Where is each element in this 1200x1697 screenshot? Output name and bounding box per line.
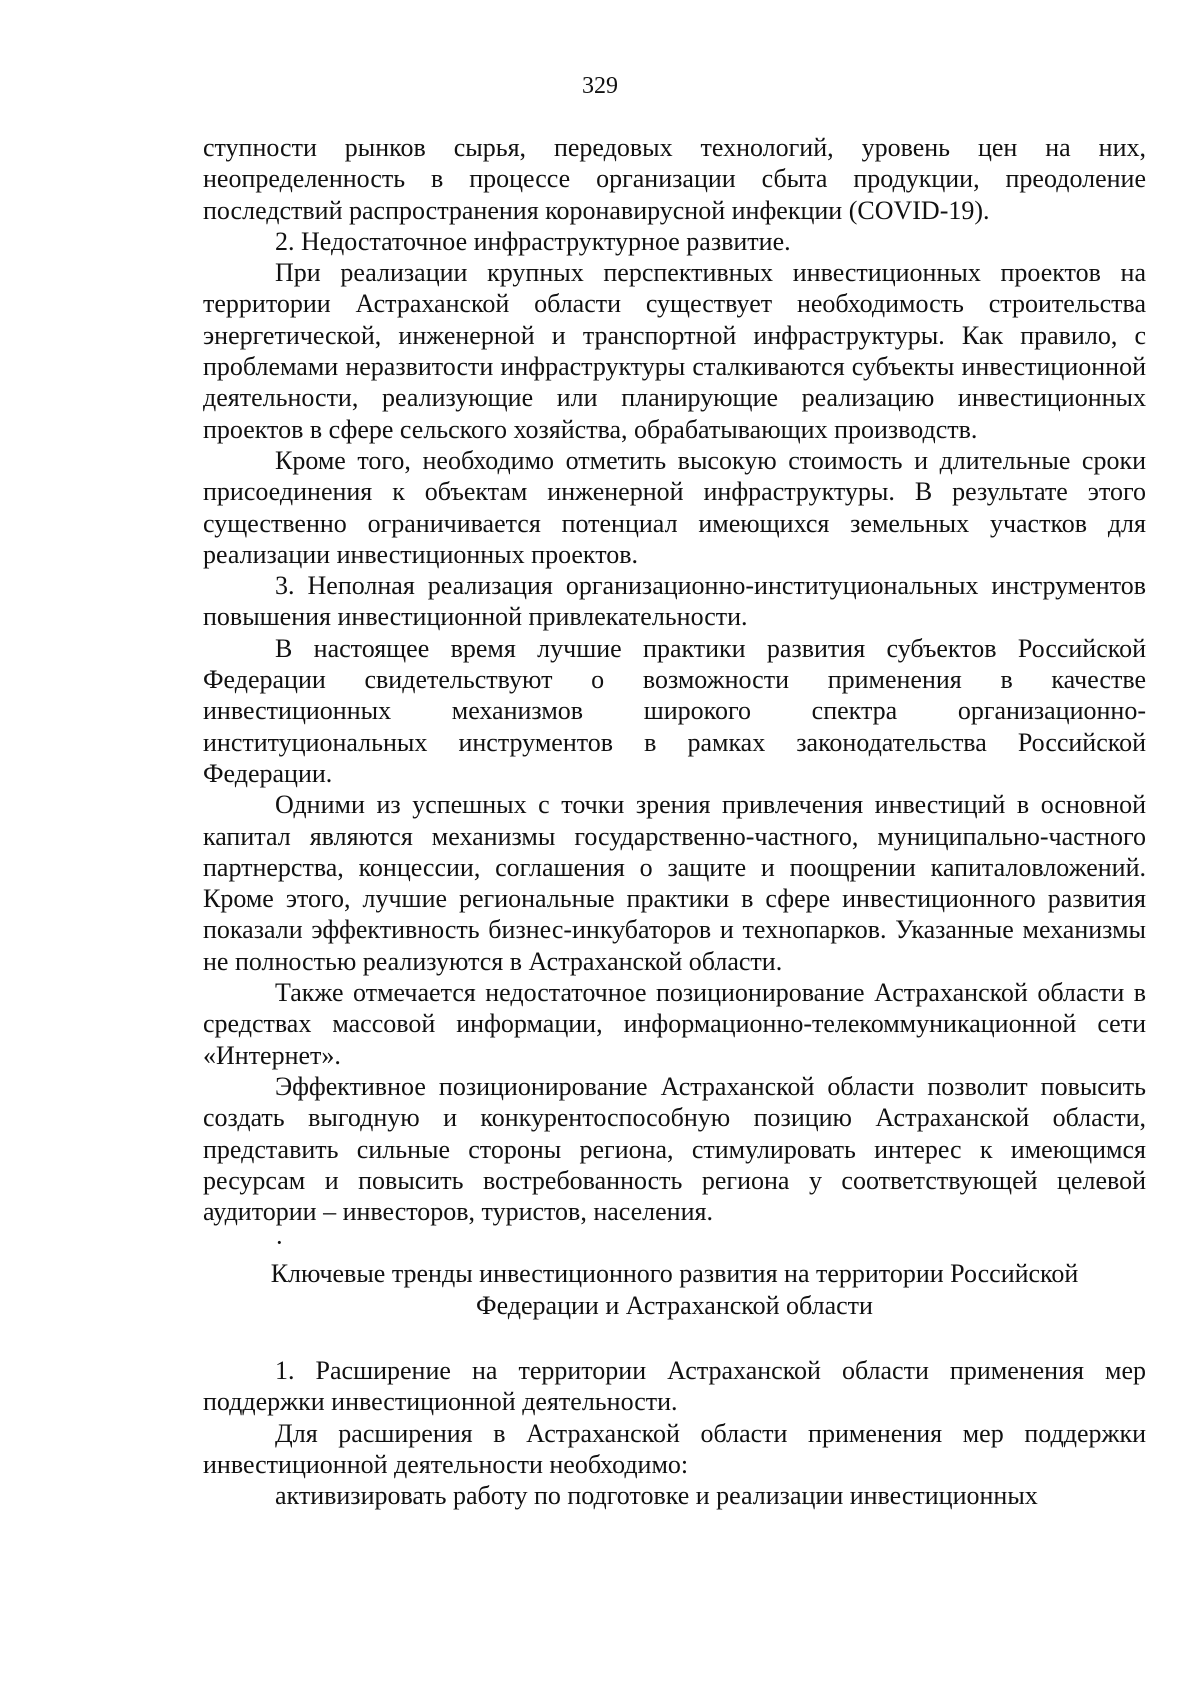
- page-number: 329: [582, 73, 618, 99]
- paragraph: Для расширения в Астраханской области применения мер поддержки инвестиционной деятельности необходимо:: [203, 1418, 1146, 1479]
- paragraph: Также отмечается недостаточное позиционирование Астраханской области в средствах массовой информации, информационно-телекоммуникационной сети «Интернет».: [203, 978, 1146, 1070]
- section-heading: Ключевые тренды инвестиционного развития на территории Российской Федерации и Астраханской области: [270, 1259, 1079, 1320]
- paragraph: При реализации крупных перспективных инвестиционных проектов на территории Астраханской области существует необходимость строительства энергетической, инженерной и транспортной инфраструктуры. Как правило, с проблемами неразвитости инфраструктуры сталкиваются субъекты инвестиционной деятельности, реализующие или планирующие реализацию инвестиционных проектов в сфере сельского хозяйства, обрабатывающих производств.: [203, 258, 1146, 444]
- stray-dot-mark: ·: [275, 1228, 284, 1258]
- paragraph: В настоящее время лучшие практики развития субъектов Российской Федерации свидетельствуют о возможности применения в качестве инвестиционных механизмов широкого спектра организационно-институциональных инструментов в рамках законодательства Российской Федерации.: [203, 633, 1146, 788]
- spacer: [203, 1321, 1146, 1355]
- paragraph: Одними из успешных с точки зрения привлечения инвестиций в основной капитал являются механизмы государственно-частного, муниципально-частного партнерства, концессии, соглашения о защите и поощрении капиталовложений. Кроме этого, лучшие региональные практики в сфере инвестиционного развития показали эффективность бизнес-инкубаторов и технопарков. Указанные механизмы не полностью реализуются в Астраханской области.: [203, 790, 1146, 976]
- paragraph: Кроме того, необходимо отметить высокую стоимость и длительные сроки присоединения к объектам инженерной инфраструктуры. В результате этого существенно ограничивается потенциал имеющихся земельных участков для реализации инвестиционных проектов.: [203, 445, 1146, 569]
- paragraph: Эффективное позиционирование Астраханской области позволит повысить создать выгодную и конкурентоспособную позицию Астраханской области, представить сильные стороны региона, стимулировать интерес к имеющимся ресурсам и повысить востребованность региона у соответствующей целевой аудитории – инвесторов, туристов, населения.: [203, 1071, 1146, 1227]
- document-body: [203, 132, 1146, 1511]
- paragraph: 3. Неполная реализация организационно-институциональных инструментов повышения инвестиционной привлекательности.: [203, 571, 1146, 632]
- paragraph: 1. Расширение на территории Астраханской области применения мер поддержки инвестиционной деятельности.: [203, 1355, 1146, 1417]
- paragraph: 2. Недостаточное инфраструктурное развитие.: [275, 226, 791, 256]
- paragraph: ступности рынков сырья, передовых технологий, уровень цен на них, неопределенность в процессе организации сбыта продукции, преодоление последствий распространения коронавирусной инфекции (COVID-19).: [203, 133, 1146, 225]
- paragraph: активизировать работу по подготовке и реализации инвестиционных: [275, 1481, 1038, 1511]
